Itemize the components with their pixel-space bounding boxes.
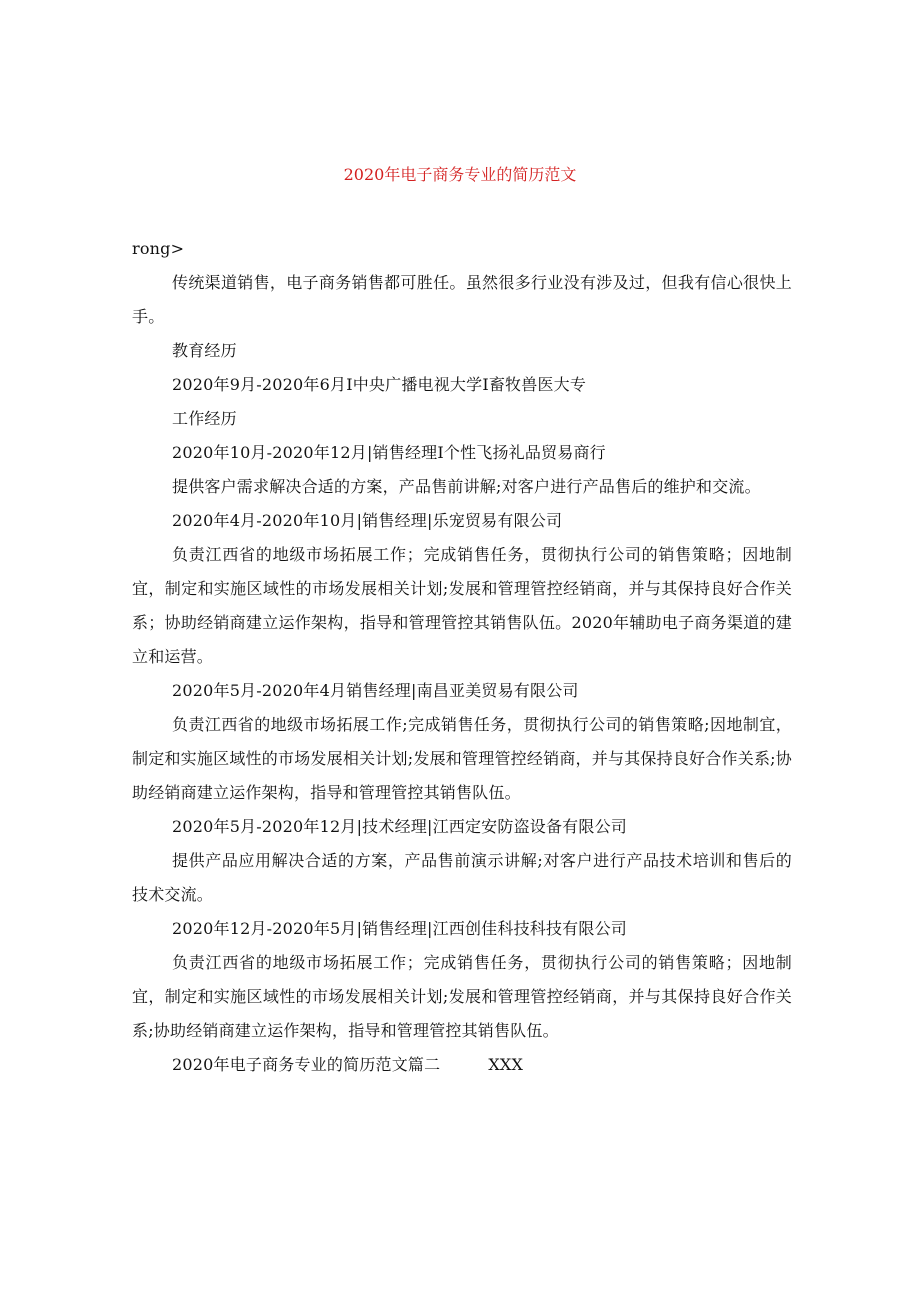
work-entry-description: 负责江西省的地级市场拓展工作；完成销售任务，贯彻执行公司的销售策略；因地制宜，制定和实施区域性的市场发展相关计划;发展和管理管控经销商，并与其保持良好合作关系;协助经销商建立运作架构，指导和管理管控其销售队伍。 xyxy=(132,953,792,1040)
section-heading-work: 工作经历 xyxy=(172,409,237,428)
work-entry-description: 提供产品应用解决合适的方案，产品售前演示讲解;对客户进行产品技术培训和售后的技术交流。 xyxy=(132,851,792,904)
work-entry-header: 2020年10月-2020年12月|销售经理I个性飞扬礼品贸易商行 xyxy=(172,443,606,462)
paragraph-fragment: rong> xyxy=(132,239,185,258)
work-entry-header: 2020年5月-2020年12月|技术经理|江西定安防盗设备有限公司 xyxy=(172,817,627,836)
next-section-line xyxy=(132,1048,792,1082)
next-section-title: 2020年电子商务专业的简历范文篇二 xyxy=(172,1055,441,1074)
work-entry-description: 提供客户需求解决合适的方案，产品售前讲解;对客户进行产品售后的维护和交流。 xyxy=(172,477,761,496)
next-section-name: XXX xyxy=(488,1055,524,1074)
work-entry-header: 2020年4月-2020年10月|销售经理|乐宠贸易有限公司 xyxy=(172,511,563,530)
education-entry: 2020年9月-2020年6月I中央广播电视大学I畜牧兽医大专 xyxy=(172,375,587,394)
section-heading-education: 教育经历 xyxy=(172,341,237,360)
paragraph-intro: 传统渠道销售，电子商务销售都可胜任。虽然很多行业没有涉及过，但我有信心很快上手。 xyxy=(132,273,792,326)
work-entry-description: 负责江西省的地级市场拓展工作；完成销售任务，贯彻执行公司的销售策略；因地制宜，制定和实施区域性的市场发展相关计划;发展和管理管控经销商，并与其保持良好合作关系；协助经销商建立运作架构，指导和管理管控其销售队伍。2020年辅助电子商务渠道的建立和运营。 xyxy=(132,545,792,666)
document-body xyxy=(132,232,792,1082)
work-entry-header: 2020年5月-2020年4月销售经理|南昌亚美贸易有限公司 xyxy=(172,681,579,700)
work-entry-header: 2020年12月-2020年5月|销售经理|江西创佳科技科技有限公司 xyxy=(172,919,627,938)
document-title: 2020年电子商务专业的简历范文 xyxy=(343,165,577,184)
work-entry-description: 负责江西省的地级市场拓展工作;完成销售任务，贯彻执行公司的销售策略;因地制宜，制定和实施区域性的市场发展相关计划;发展和管理管控经销商，并与其保持良好合作关系;协助经销商建立运作架构，指导和管理管控其销售队伍。 xyxy=(132,715,792,802)
